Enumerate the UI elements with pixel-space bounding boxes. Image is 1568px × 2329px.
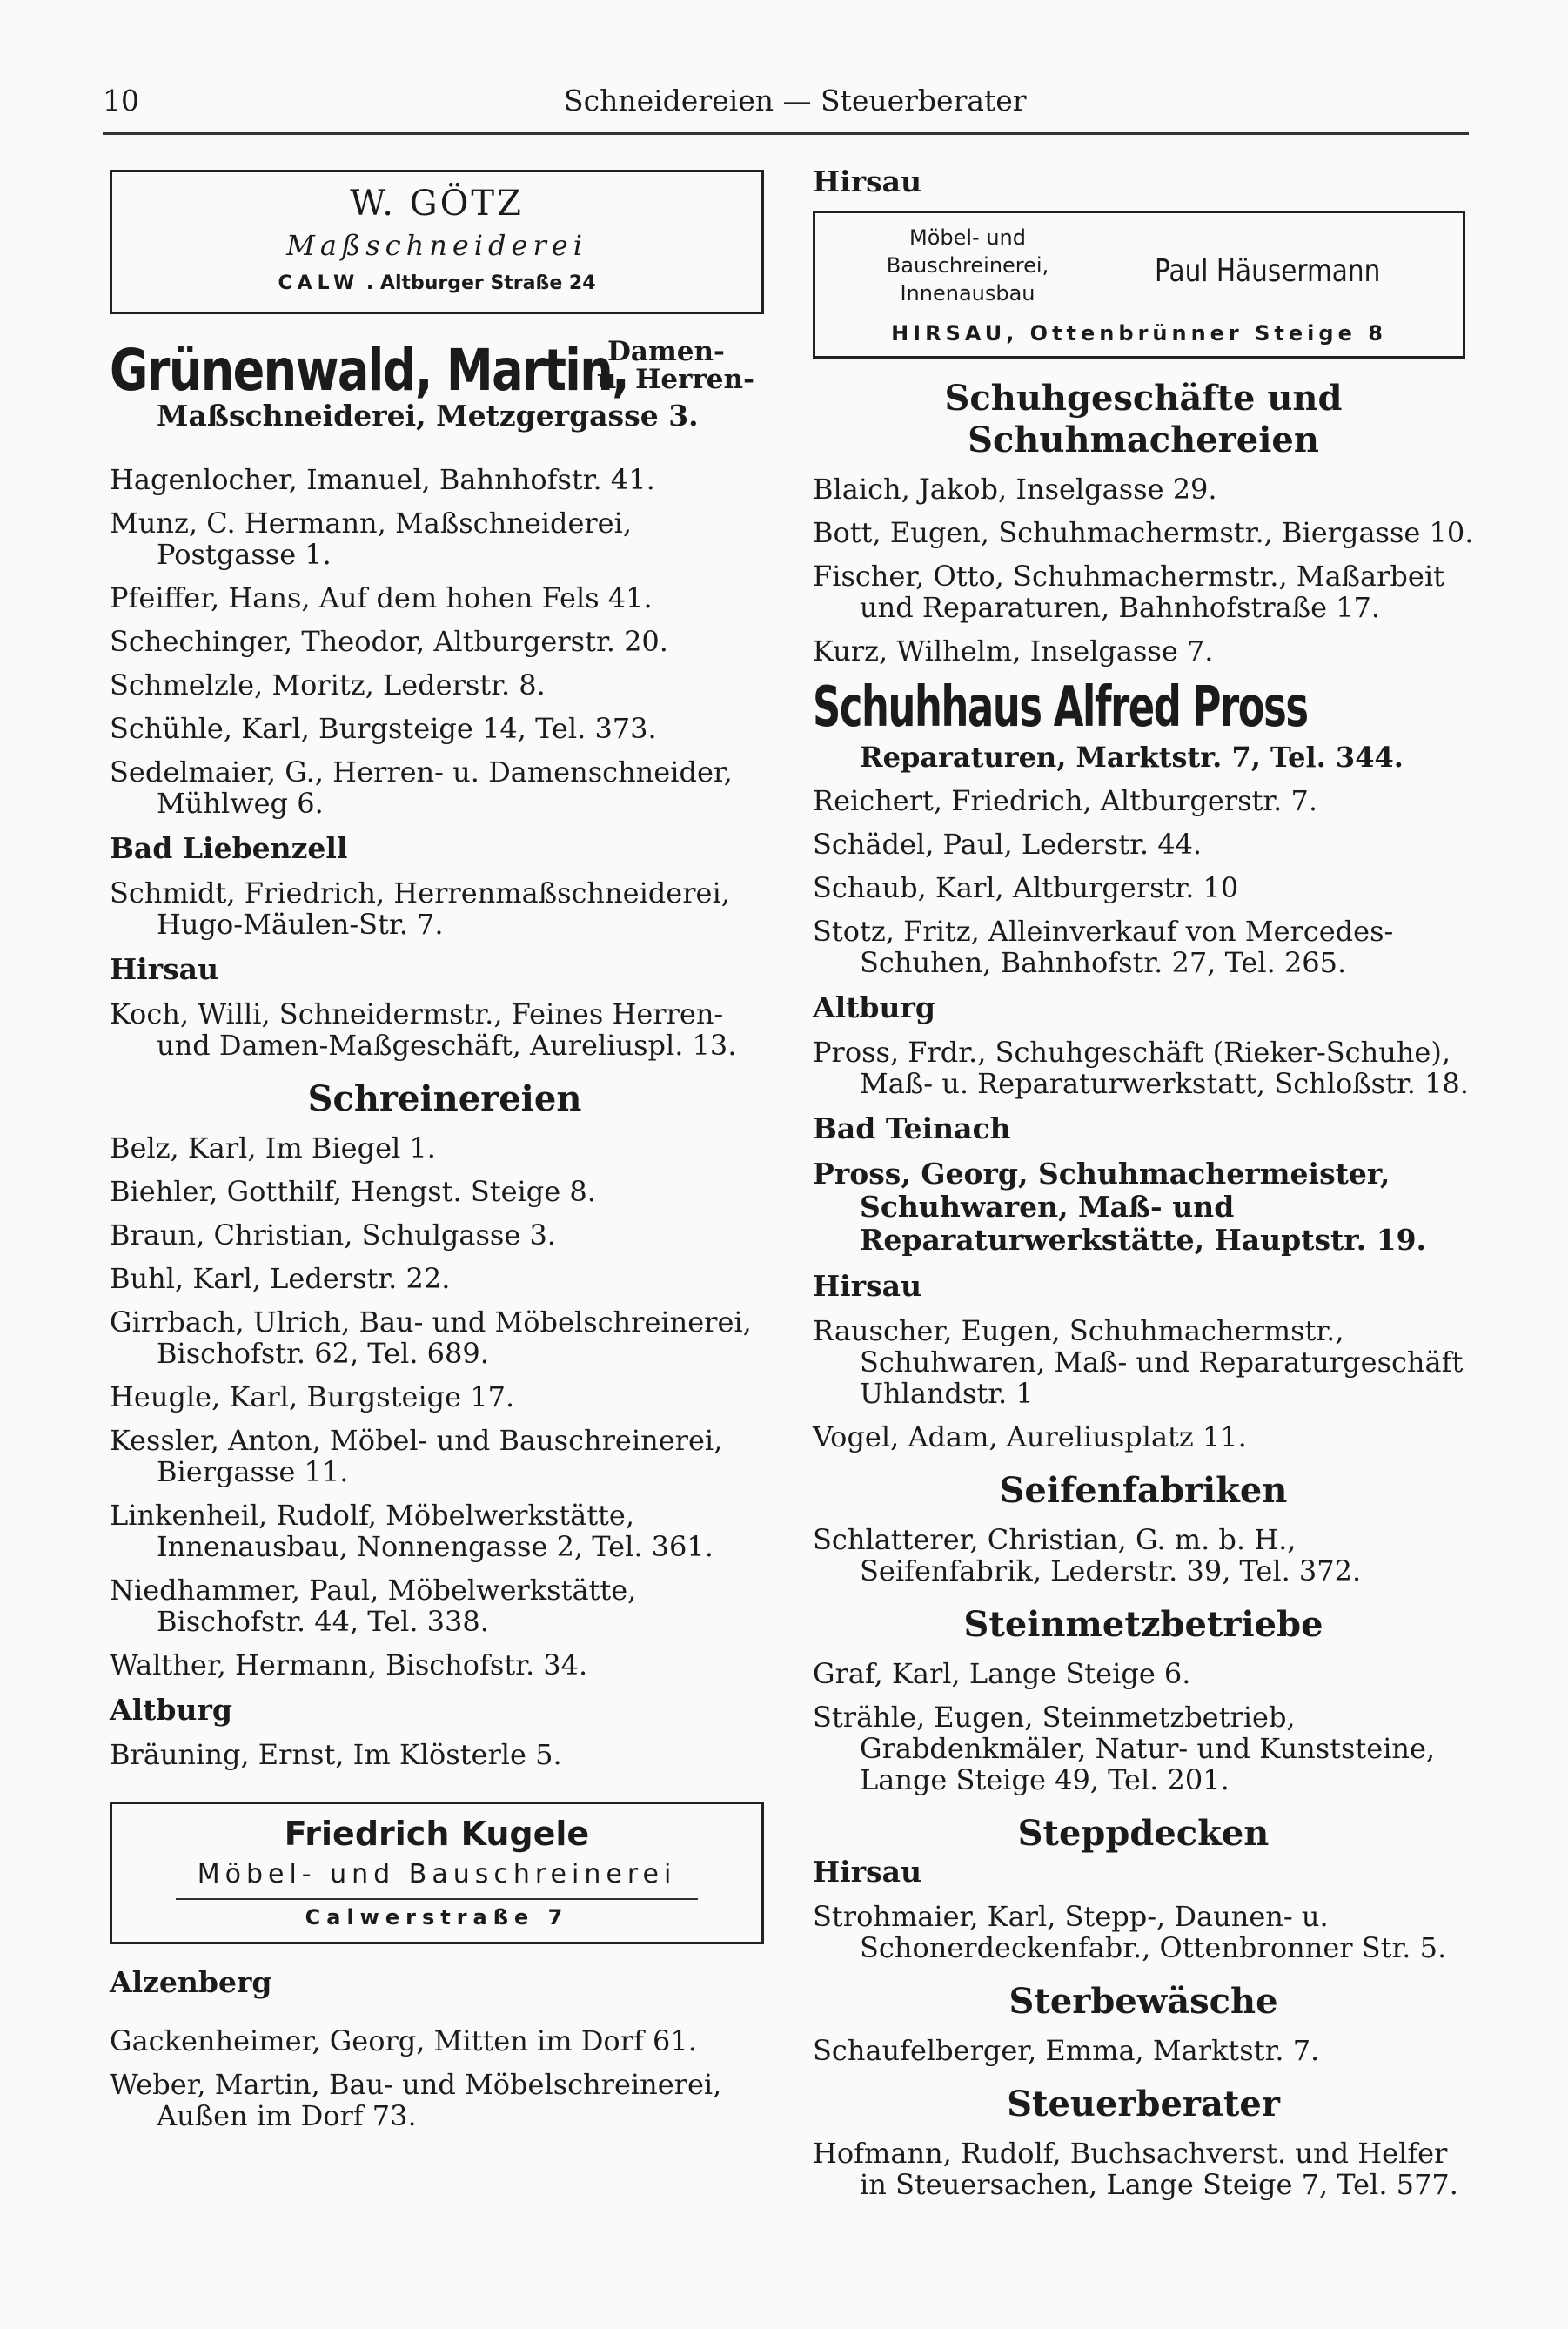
gruenenwald-ad — [110, 337, 780, 464]
list-item: Biehler, Gotthilf, Hengst. Steige 8. — [110, 1175, 596, 1208]
list-item: Reichert, Friedrich, Altburgerstr. 7. — [813, 784, 1318, 817]
list-item: Kurz, Wilhelm, Inselgasse 7. — [813, 634, 1214, 668]
left-column — [110, 152, 780, 2144]
ad-kugele-name: Friedrich Kugele — [284, 1815, 590, 1853]
ad-haeusermann-trade-2: Bauschreinerei, — [886, 253, 1049, 278]
list-item: Hagenlocher, Imanuel, Bahnhofstr. 41. — [110, 463, 655, 496]
ad-goetz-name: W. GÖTZ — [350, 184, 524, 224]
list-item: Stotz, Fritz, Alleinverkauf von Mercedes-Schuhen, Bahnhofstr. 27, Tel. 265. — [813, 915, 1394, 979]
list-item: Koch, Willi, Schneidermstr., Feines Herren- und Damen-Maßgeschäft, Aureliuspl. 13. — [110, 997, 737, 1062]
list-item: Braun, Christian, Schulgasse 3. — [110, 1218, 556, 1252]
list-item: Rauscher, Eugen, Schuhmachermstr., Schuhwaren, Maß- und Reparaturgeschäft Uhlandstr. 1 — [813, 1314, 1464, 1410]
section-heading-schuh: Schuhgeschäfte und Schuhmachereien — [944, 378, 1343, 460]
list-item: Niedhammer, Paul, Möbelwerkstätte, Bischofstr. 44, Tel. 338. — [110, 1574, 637, 1638]
section-heading-steuer: Steuerberater — [1007, 2084, 1280, 2124]
list-item: Strohmaier, Karl, Stepp-, Daunen- u. Schonerdeckenfabr., Ottenbronner Str. 5. — [813, 1900, 1447, 1964]
place-heading-altburg: Altburg — [813, 990, 935, 1024]
place-heading-hirsau-3: Hirsau — [813, 1855, 922, 1889]
list-item: Gackenheimer, Georg, Mitten im Dorf 61. — [110, 2024, 697, 2057]
place-heading-altburg: Altburg — [110, 1693, 232, 1727]
section-heading-stepp: Steppdecken — [1017, 1813, 1270, 1854]
section-heading-sterbe: Sterbewäsche — [1008, 1981, 1278, 2022]
pross-ad-name: Schuhhaus Alfred Pross — [813, 675, 1308, 740]
list-item: Schühle, Karl, Burgsteige 14, Tel. 373. — [110, 712, 657, 745]
section-heading-schreinereien: Schreinereien — [307, 1078, 582, 1119]
ad-haeusermann-address: HIRSAU, Ottenbrünner Steige 8 — [891, 321, 1387, 346]
list-item: Schaufelberger, Emma, Marktstr. 7. — [813, 2034, 1320, 2067]
ad-haeusermann-trade-1: Möbel- und — [908, 225, 1026, 250]
ad-goetz-city: CALW — [278, 272, 360, 294]
place-heading-hirsau: Hirsau — [813, 164, 922, 198]
gruenenwald-line2: u. Herren- — [597, 364, 754, 395]
list-item: Schmelzle, Moritz, Lederstr. 8. — [110, 668, 546, 701]
ad-goetz-sep: . — [365, 272, 380, 294]
gruenenwald-name: Grünenwald, Martin, — [110, 337, 629, 404]
list-item: Bott, Eugen, Schuhmachermstr., Biergasse 10. — [813, 516, 1474, 549]
list-item: Blaich, Jakob, Inselgasse 29. — [813, 473, 1217, 506]
list-item: Schmidt, Friedrich, Herrenmaßschneiderei, Hugo-Mäulen-Str. 7. — [110, 876, 730, 941]
place-heading-bad-teinach: Bad Teinach — [813, 1111, 1011, 1145]
page-header — [103, 84, 1478, 127]
list-item: Linkenheil, Rudolf, Möbelwerkstätte, Innenausbau, Nonnengasse 2, Tel. 361. — [110, 1499, 714, 1563]
pross-ad — [813, 675, 1474, 774]
schuh-list-2 — [813, 785, 1474, 978]
place-heading-hirsau-2: Hirsau — [813, 1269, 922, 1303]
schuh-list — [813, 473, 1474, 667]
list-item: Vogel, Adam, Aureliusplatz 11. — [813, 1420, 1247, 1453]
list-item: Sedelmaier, G., Herren- u. Damenschneider, Mühlweg 6. — [110, 755, 733, 820]
ad-haeusermann-trade-3: Innenausbau — [900, 281, 1035, 305]
gruenenwald-line3: Maßschneiderei, Metzgergasse 3. — [157, 399, 699, 433]
list-item: Schlatterer, Christian, G. m. b. H., Seifenfabrik, Lederstr. 39, Tel. 372. — [813, 1523, 1362, 1587]
list-item: Schechinger, Theodor, Altburgerstr. 20. — [110, 625, 668, 658]
ad-goetz-trade: Maßschneiderei — [286, 229, 587, 262]
tailors-list — [110, 464, 780, 819]
list-item: Buhl, Karl, Lederstr. 22. — [110, 1262, 451, 1295]
ad-haeusermann-name: Paul Häusermann — [1155, 253, 1381, 289]
header-rule — [103, 132, 1469, 135]
ad-kugele-address: Calwerstraße 7 — [305, 1905, 569, 1930]
list-item: Belz, Karl, Im Biegel 1. — [110, 1131, 436, 1164]
list-item: Pross, Frdr., Schuhgeschäft (Rieker-Schuhe), Maß- u. Reparaturwerkstatt, Schloßstr. 18. — [813, 1036, 1469, 1100]
ad-haeusermann-trade — [868, 224, 1068, 307]
pross-ad-line: Reparaturen, Marktstr. 7, Tel. 344. — [860, 741, 1404, 774]
schreinereien-list — [110, 1132, 780, 1681]
ad-kugele — [110, 1802, 764, 1944]
place-heading-bad-liebenzell: Bad Liebenzell — [110, 831, 348, 865]
ad-haeusermann — [813, 211, 1465, 359]
list-item: Weber, Martin, Bau- und Möbelschreinerei, Außen im Dorf 73. — [110, 2068, 722, 2132]
section-heading-stein: Steinmetzbetriebe — [963, 1604, 1323, 1645]
running-title: Schneidereien — Steuerberater — [564, 84, 1027, 117]
section-heading-seifen: Seifenfabriken — [999, 1470, 1288, 1511]
list-item: Hofmann, Rudolf, Buchsachverst. und Helfer in Steuersachen, Lange Steige 7, Tel. 577. — [813, 2137, 1458, 2201]
bad-teinach-entry: Pross, Georg, Schuhmachermeister, Schuhwaren, Maß- und Reparaturwerkstätte, Hauptstr. 19. — [813, 1157, 1427, 1257]
ad-kugele-trade: Möbel- und Bauschreinerei — [197, 1859, 677, 1889]
list-item: Fischer, Otto, Schuhmachermstr., Maßarbeit und Reparaturen, Bahnhofstraße 17. — [813, 560, 1444, 624]
place-heading-alzenberg: Alzenberg — [110, 1965, 272, 1999]
ad-goetz — [110, 170, 764, 314]
right-column — [813, 152, 1474, 2212]
ad-goetz-address: Altburger Straße 24 — [379, 272, 596, 294]
gruenenwald-line1: Damen- — [607, 336, 725, 367]
list-item: Schädel, Paul, Lederstr. 44. — [813, 828, 1203, 861]
list-item: Walther, Hermann, Bischofstr. 34. — [110, 1648, 588, 1681]
list-item: Graf, Karl, Lange Steige 6. — [813, 1657, 1191, 1690]
list-item: Heugle, Karl, Burgsteige 17. — [110, 1380, 515, 1413]
page-number: 10 — [103, 84, 139, 117]
list-item: Strähle, Eugen, Steinmetzbetrieb, Grabdenkmäler, Natur- und Kunststeine, Lange Steige 49, Tel. 201. — [813, 1701, 1436, 1796]
list-item: Munz, C. Hermann, Maßschneiderei, Postgasse 1. — [110, 507, 633, 571]
list-item: Schaub, Karl, Altburgerstr. 10 — [813, 871, 1239, 904]
list-item: Bräuning, Ernst, Im Klösterle 5. — [110, 1738, 562, 1771]
place-heading-hirsau: Hirsau — [110, 952, 219, 986]
list-item: Kessler, Anton, Möbel- und Bauschreinerei, Biergasse 11. — [110, 1424, 723, 1488]
ad-goetz-address-line — [112, 266, 761, 301]
list-item: Girrbach, Ulrich, Bau- und Möbelschreinerei, Bischofstr. 62, Tel. 689. — [110, 1305, 752, 1370]
list-item: Pfeiffer, Hans, Auf dem hohen Fels 41. — [110, 581, 653, 614]
